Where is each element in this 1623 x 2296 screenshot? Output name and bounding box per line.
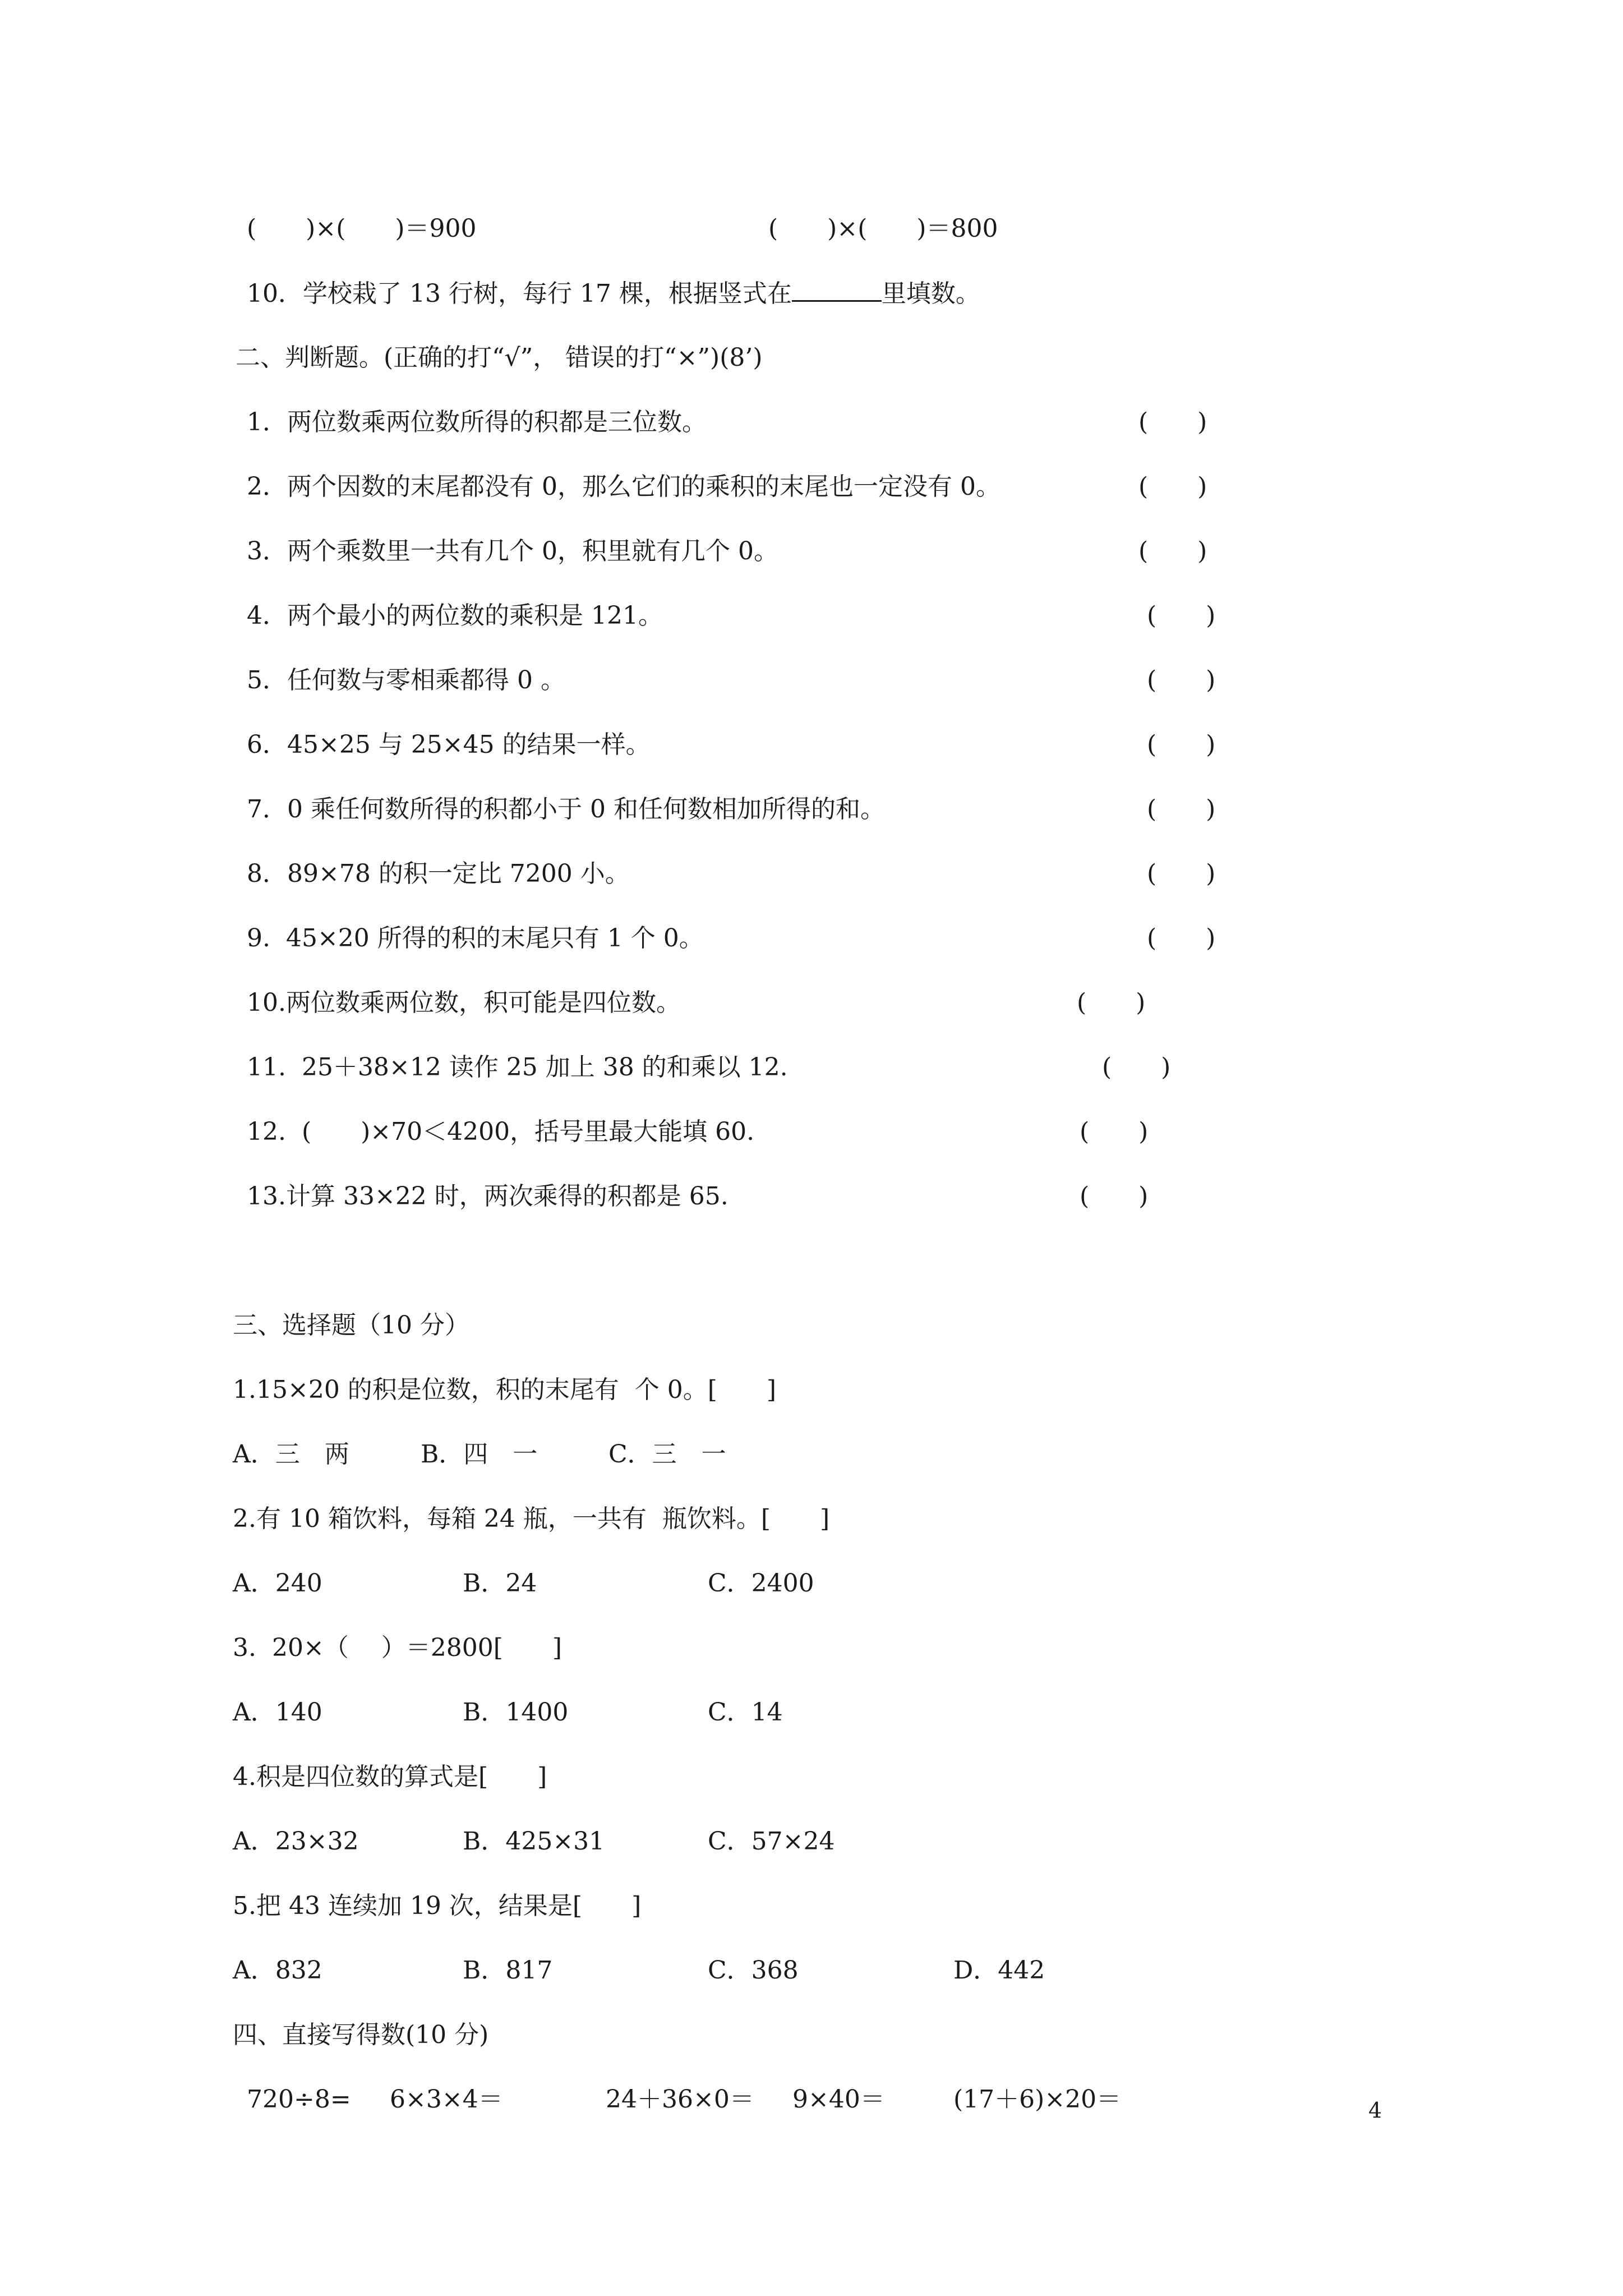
judge-item-13: 13.计算 33×22 时，两次乘得的积都是 65.	[247, 1182, 728, 1211]
question-10-text-end: 里填数。	[881, 279, 980, 308]
mental-heading: 四、直接写得数(10 分)	[233, 2021, 489, 2049]
judge-answer-10[interactable]: ( )	[1077, 988, 1146, 1017]
mental-item-5: (17＋6)×20＝	[953, 2085, 1122, 2114]
choice-3-option-b[interactable]: B．1400	[463, 1698, 569, 1727]
judge-item-4: 4．两个最小的两位数的乘积是 121。	[247, 601, 663, 630]
judge-item-9: 9. 45×20 所得的积的末尾只有 1 个 0。	[247, 924, 704, 953]
page-number: 4	[1368, 2098, 1382, 2123]
answer-blank[interactable]	[792, 278, 882, 302]
judge-answer-2[interactable]: ( )	[1138, 472, 1207, 501]
choice-3-option-a[interactable]: A．140	[233, 1698, 322, 1727]
choice-3-option-c[interactable]: C．14	[708, 1698, 783, 1727]
judge-item-1: 1．两位数乘两位数所得的积都是三位数。	[247, 408, 707, 436]
choice-1-option-b[interactable]: B．四 一	[421, 1440, 538, 1469]
judge-answer-5[interactable]: ( )	[1147, 666, 1216, 694]
judge-item-8: 8．89×78 的积一定比 7200 小。	[247, 859, 630, 888]
question-10	[247, 278, 980, 310]
choice-1-option-a[interactable]: A．三 两	[233, 1440, 349, 1469]
mental-item-1: 720÷8=	[247, 2085, 351, 2114]
choice-2-option-b[interactable]: B．24	[463, 1569, 537, 1598]
judge-answer-12[interactable]: ( )	[1080, 1117, 1149, 1146]
choice-1-option-c[interactable]: C．三 一	[608, 1440, 726, 1469]
equation-900: ( )×( )＝900	[247, 214, 477, 243]
judge-answer-7[interactable]: ( )	[1147, 795, 1216, 823]
judge-answer-8[interactable]: ( )	[1147, 859, 1216, 888]
mental-item-4: 9×40＝	[792, 2085, 885, 2114]
choice-5-option-a[interactable]: A．832	[233, 1956, 322, 1985]
judge-heading: 二、判断题。(正确的打“√”， 错误的打“×”)(8’)	[236, 343, 763, 372]
judge-item-12: 12. ( )×70＜4200，括号里最大能填 60.	[247, 1117, 755, 1146]
choice-2-option-a[interactable]: A．240	[233, 1569, 322, 1598]
judge-answer-3[interactable]: ( )	[1138, 537, 1207, 565]
judge-item-2: 2．两个因数的末尾都没有 0，那么它们的乘积的末尾也一定没有 0。	[247, 472, 1000, 501]
choice-5-option-c[interactable]: C．368	[708, 1956, 799, 1985]
mental-item-2: 6×3×4＝	[390, 2085, 503, 2114]
judge-answer-1[interactable]: ( )	[1138, 408, 1207, 436]
choice-question-4: 4.积是四位数的算式是[ ]	[233, 1763, 547, 1791]
choice-question-2: 2.有 10 箱饮料，每箱 24 瓶，一共有 瓶饮料。[ ]	[233, 1504, 830, 1533]
judge-answer-11[interactable]: ( )	[1102, 1053, 1171, 1082]
judge-item-10: 10.两位数乘两位数，积可能是四位数。	[247, 988, 681, 1017]
judge-answer-13[interactable]: ( )	[1080, 1182, 1149, 1211]
mental-item-3: 24＋36×0＝	[606, 2085, 754, 2114]
judge-answer-6[interactable]: ( )	[1147, 730, 1216, 759]
equation-800: ( )×( )＝800	[768, 214, 998, 243]
choice-4-option-b[interactable]: B．425×31	[463, 1827, 605, 1856]
judge-item-3: 3．两个乘数里一共有几个 0，积里就有几个 0。	[247, 537, 778, 565]
judge-item-7: 7．0 乘任何数所得的积都小于 0 和任何数相加所得的和。	[247, 795, 885, 823]
question-10-text: 10．学校栽了 13 行树，每行 17 棵，根据竖式在	[247, 279, 792, 308]
choice-5-option-d[interactable]: D．442	[953, 1956, 1045, 1985]
choice-question-1: 1.15×20 的积是位数，积的末尾有 个 0。[ ]	[233, 1375, 777, 1404]
choice-question-5: 5.把 43 连续加 19 次，结果是[ ]	[233, 1892, 642, 1920]
judge-item-6: 6．45×25 与 25×45 的结果一样。	[247, 730, 651, 759]
choice-question-3: 3. 20×（ ）＝2800[ ]	[233, 1634, 562, 1662]
choice-2-option-c[interactable]: C．2400	[708, 1569, 814, 1598]
choice-5-option-b[interactable]: B．817	[463, 1956, 553, 1985]
choice-4-option-c[interactable]: C．57×24	[708, 1827, 835, 1856]
judge-answer-9[interactable]: ( )	[1147, 924, 1216, 953]
choice-heading: 三、选择题（10 分）	[233, 1311, 469, 1340]
judge-answer-4[interactable]: ( )	[1147, 601, 1216, 630]
judge-item-5: 5．任何数与零相乘都得 0 。	[247, 666, 565, 694]
choice-4-option-a[interactable]: A．23×32	[233, 1827, 359, 1856]
judge-item-11: 11. 25＋38×12 读作 25 加上 38 的和乘以 12.	[247, 1053, 788, 1082]
